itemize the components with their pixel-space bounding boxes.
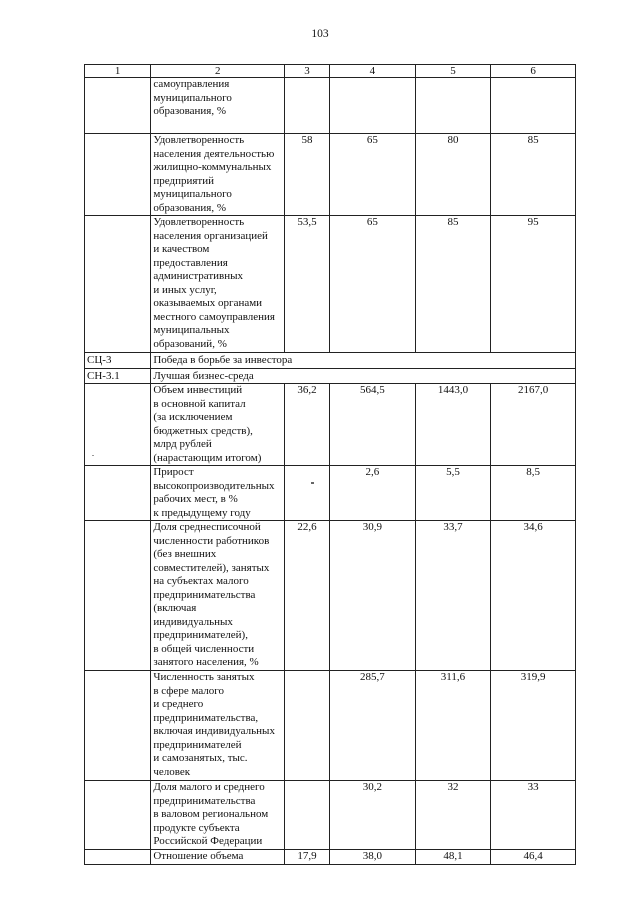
table-cell-indicator: Доля малого и среднего предпринимательства в валовом региональном продукте субъекта Российской Федерации [151, 781, 285, 850]
page-number: 103 [311, 28, 329, 40]
table-cell-value: 33,7 [415, 521, 491, 671]
table-cell-value: 36,2 [285, 384, 330, 466]
scan-mark [311, 482, 314, 484]
section-code: СН-3.1 [85, 368, 151, 384]
table-cell-indicator: Удовлетворенность населения деятельностью жилищно-коммунальных предприятий муниципального образования, % [151, 134, 285, 216]
table-cell-value: 564,5 [329, 384, 415, 466]
column-header: 1 [85, 65, 151, 78]
table-cell-code [85, 78, 151, 134]
column-header: 6 [491, 65, 576, 78]
table-cell-value: 285,7 [329, 671, 415, 781]
section-code: СЦ-3 [85, 353, 151, 369]
table-cell-code [85, 671, 151, 781]
table-cell-code [85, 521, 151, 671]
table-header-row [85, 65, 576, 78]
table-cell-code [85, 216, 151, 353]
table-cell-value: 34,6 [491, 521, 576, 671]
section-row [85, 353, 576, 369]
table-cell-value: 8,5 [491, 466, 576, 521]
table-row [85, 134, 576, 216]
table-cell-value [415, 78, 491, 134]
table-cell-value: 65 [329, 134, 415, 216]
column-header: 4 [329, 65, 415, 78]
indicators-table [84, 64, 576, 865]
table-cell-indicator: Прирост высокопроизводительных рабочих мест, в % к предыдущему году [151, 466, 285, 521]
table-cell-code [85, 466, 151, 521]
table-row [85, 466, 576, 521]
column-header: 5 [415, 65, 491, 78]
table-row [85, 384, 576, 466]
table-cell-indicator: Удовлетворенность населения организацией и качеством предоставления административных и иных услуг, оказываемых органами местного самоуправления муниципальных образований, % [151, 216, 285, 353]
table-cell-value: 58 [285, 134, 330, 216]
table-cell-value: 2167,0 [491, 384, 576, 466]
table-cell-value: 17,9 [285, 850, 330, 865]
table-cell-value: 30,9 [329, 521, 415, 671]
table-cell-value: 38,0 [329, 850, 415, 865]
table-cell-value: 5,5 [415, 466, 491, 521]
column-header: 2 [151, 65, 285, 78]
table-cell-value: 80 [415, 134, 491, 216]
table-row [85, 781, 576, 850]
table-cell-indicator: Доля среднесписочной численности работников (без внешних совместителей), занятых на субъектах малого предпринимательства (включая индивидуальных предпринимателей), в общей численности занятого населения, % [151, 521, 285, 671]
table-cell-value: 22,6 [285, 521, 330, 671]
table-row [85, 671, 576, 781]
table-cell-value: 33 [491, 781, 576, 850]
table-cell-value: 319,9 [491, 671, 576, 781]
table-row [85, 78, 576, 134]
table-cell-value: 95 [491, 216, 576, 353]
section-title: Лучшая бизнес-среда [151, 368, 576, 384]
table-cell-value [285, 466, 330, 521]
table-cell-value: 85 [415, 216, 491, 353]
table-cell-value: 48,1 [415, 850, 491, 865]
table-cell-value: 53,5 [285, 216, 330, 353]
table-row [85, 850, 576, 865]
table-cell-indicator: Отношение объема [151, 850, 285, 865]
table-cell-code [85, 781, 151, 850]
table-cell-value [329, 78, 415, 134]
table-cell-value: 65 [329, 216, 415, 353]
table-cell-value [285, 671, 330, 781]
table-cell-value: 32 [415, 781, 491, 850]
column-header: 3 [285, 65, 330, 78]
table-cell-value: 30,2 [329, 781, 415, 850]
table-cell-indicator: самоуправления муниципального образования, % [151, 78, 285, 134]
table-cell-code [85, 384, 151, 466]
table-row [85, 216, 576, 353]
table-cell-value: 1443,0 [415, 384, 491, 466]
table-cell-value [285, 78, 330, 134]
table-cell-indicator: Объем инвестиций в основной капитал (за исключением бюджетных средств), млрд рублей (нарастающим итогом) [151, 384, 285, 466]
scan-mark [92, 455, 94, 456]
table-cell-value: 46,4 [491, 850, 576, 865]
table-cell-value [491, 78, 576, 134]
table-cell-value: 311,6 [415, 671, 491, 781]
table-cell-value [285, 781, 330, 850]
table-cell-code [85, 850, 151, 865]
table-cell-value: 2,6 [329, 466, 415, 521]
section-title: Победа в борьбе за инвестора [151, 353, 576, 369]
section-row [85, 368, 576, 384]
table-cell-indicator: Численность занятых в сфере малого и среднего предпринимательства, включая индивидуальных предпринимателей и самозанятых, тыс. человек [151, 671, 285, 781]
table-cell-code [85, 134, 151, 216]
table-cell-value: 85 [491, 134, 576, 216]
table-row [85, 521, 576, 671]
